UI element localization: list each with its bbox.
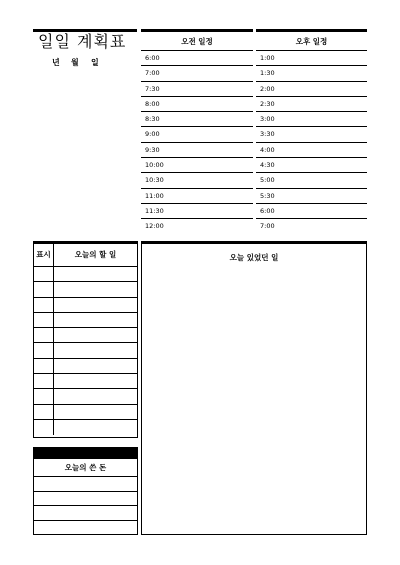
todo-task-cell[interactable] [54,328,137,342]
morning-time-label: 11:30 [145,206,164,215]
todo-mark-cell[interactable] [34,298,54,312]
afternoon-time-row[interactable] [256,158,367,173]
todo-task-cell[interactable] [54,389,137,403]
todo-mark-cell[interactable] [34,267,54,281]
afternoon-time-label: 6:00 [260,206,275,215]
morning-time-label: 8:30 [145,115,160,124]
todo-mark-cell[interactable] [34,374,54,388]
afternoon-time-row[interactable] [256,51,367,66]
todo-task-cell[interactable] [54,282,137,296]
todo-row [34,343,137,358]
expense-row[interactable] [34,506,137,521]
todo-task-cell[interactable] [54,405,137,419]
morning-schedule [141,29,253,235]
afternoon-time-label: 3:00 [260,115,275,124]
expenses-rows [34,477,137,535]
morning-time-row[interactable] [141,158,253,173]
afternoon-time-row[interactable] [256,97,367,112]
todo-mark-cell[interactable] [34,359,54,373]
todo-task-cell[interactable] [54,374,137,388]
todo-task-cell[interactable] [54,420,137,435]
todo-mark-cell[interactable] [34,420,54,435]
morning-time-label: 6:00 [145,54,160,62]
mark-heading: 표시 [34,244,54,266]
afternoon-time-label: 5:30 [260,191,275,200]
todo-row [34,420,137,435]
afternoon-time-label: 7:00 [260,222,275,231]
morning-time-label: 11:00 [145,191,164,200]
month-label: 월 [71,58,79,67]
morning-time-row[interactable] [141,82,253,97]
morning-time-row[interactable] [141,173,253,188]
todo-mark-cell[interactable] [34,343,54,357]
todo-rows [34,267,137,435]
afternoon-time-label: 5:00 [260,176,275,185]
todo-task-cell[interactable] [54,298,137,312]
morning-time-row[interactable] [141,189,253,204]
afternoon-time-label: 1:30 [260,69,275,78]
todo-row [34,389,137,404]
morning-time-row[interactable] [141,219,253,234]
afternoon-time-label: 3:30 [260,130,275,139]
afternoon-time-row[interactable] [256,204,367,219]
todo-row [34,298,137,313]
morning-heading: 오전 일정 [141,32,253,51]
afternoon-time-row[interactable] [256,189,367,204]
afternoon-time-row[interactable] [256,82,367,97]
todo-row [34,328,137,343]
todo-task-cell[interactable] [54,313,137,327]
todo-mark-cell[interactable] [34,282,54,296]
todo-mark-cell[interactable] [34,328,54,342]
morning-time-label: 10:30 [145,176,164,185]
todo-row [34,267,137,282]
morning-time-label: 7:30 [145,84,160,93]
morning-time-label: 8:00 [145,99,160,108]
morning-time-row[interactable] [141,204,253,219]
morning-time-label: 9:00 [145,130,160,139]
todo-table [33,241,138,438]
todo-row [34,313,137,328]
todo-mark-cell[interactable] [34,389,54,403]
todo-task-cell[interactable] [54,343,137,357]
todo-header-row [34,244,137,267]
afternoon-time-row[interactable] [256,127,367,142]
morning-time-label: 9:30 [145,145,160,154]
afternoon-heading: 오후 일정 [256,32,367,51]
todo-row [34,374,137,389]
afternoon-schedule [256,29,367,235]
afternoon-time-label: 4:00 [260,145,275,154]
todo-mark-cell[interactable] [34,313,54,327]
done-heading: 오늘 있었던 일 [229,253,279,262]
afternoon-time-label: 4:30 [260,161,275,170]
afternoon-time-label: 2:30 [260,99,275,108]
expense-row[interactable] [34,492,137,507]
morning-time-row[interactable] [141,97,253,112]
afternoon-time-row[interactable] [256,219,367,234]
morning-time-row[interactable] [141,66,253,81]
afternoon-rows [256,51,367,235]
afternoon-time-row[interactable] [256,143,367,158]
morning-time-row[interactable] [141,127,253,142]
todo-task-cell[interactable] [54,359,137,373]
morning-time-label: 12:00 [145,222,164,231]
expenses-bar [34,448,137,459]
afternoon-time-row[interactable] [256,173,367,188]
morning-time-row[interactable] [141,112,253,127]
done-today-box [141,241,367,535]
page-title: 일일 계획표 [38,32,127,51]
task-heading: 오늘의 할 일 [74,250,117,259]
afternoon-time-label: 1:00 [260,54,275,62]
day-label: 일 [91,58,99,67]
afternoon-time-label: 2:00 [260,84,275,93]
todo-row [34,405,137,420]
morning-rows [141,51,253,235]
todo-mark-cell[interactable] [34,405,54,419]
expenses-box [33,447,138,535]
expense-row[interactable] [34,477,137,492]
afternoon-time-row[interactable] [256,112,367,127]
todo-row [34,359,137,374]
todo-task-cell[interactable] [54,267,137,281]
todo-row [34,282,137,297]
afternoon-time-row[interactable] [256,66,367,81]
morning-time-label: 10:00 [145,161,164,170]
morning-time-label: 7:00 [145,69,160,78]
morning-time-row[interactable] [141,143,253,158]
year-label: 년 [52,58,60,67]
expenses-heading: 오늘의 쓴 돈 [34,459,137,477]
morning-time-row[interactable] [141,51,253,66]
expense-row[interactable] [34,521,137,536]
